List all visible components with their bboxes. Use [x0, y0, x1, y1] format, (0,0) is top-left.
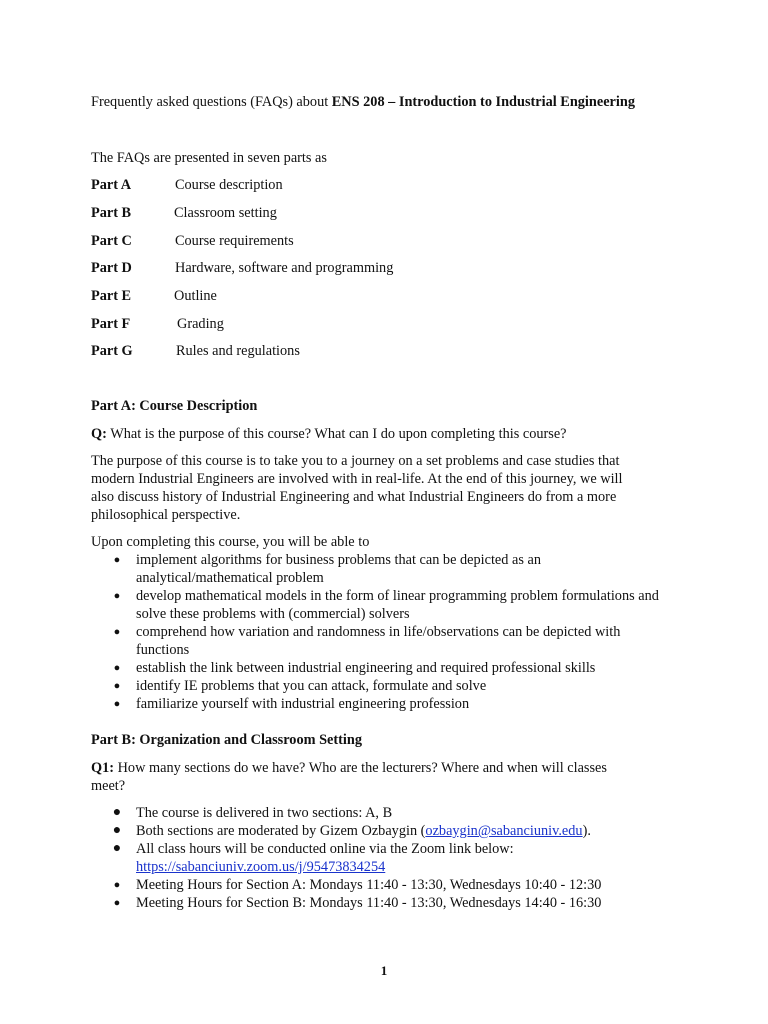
part-e-text: Outline [174, 288, 217, 304]
bullet-icon: ● [113, 626, 121, 638]
part-d-label: Part D [91, 260, 132, 276]
parts-intro: The FAQs are presented in seven parts as [91, 150, 327, 166]
part-a-question [91, 425, 567, 443]
list-item: ● All class hours will be conducted online via the Zoom link below: https://sabanciuniv.zoom.us/j/95473834254 [112, 841, 514, 875]
page-number: 1 [380, 963, 388, 978]
part-d-text: Hardware, software and programming [175, 260, 394, 276]
list-item: ● familiarize yourself with industrial engineering profession [111, 695, 671, 713]
sections-list [111, 804, 671, 912]
question-text: How many sections do we have? Who are the lecturers? Where and when will classes [114, 760, 607, 776]
email-link[interactable]: ozbaygin@sabanciuniv.edu [425, 823, 583, 839]
document-title [91, 93, 635, 111]
course-title: ENS 208 – Introduction to Industrial Engineering [331, 94, 635, 110]
question-label: Q: [91, 426, 107, 442]
part-f-text: Grading [177, 316, 224, 332]
question-label: Q1: [91, 760, 115, 776]
list-item: ● establish the link between industrial engineering and required professional skills [111, 659, 671, 677]
part-b-text: Classroom setting [174, 205, 277, 221]
part-b-heading: Part B: Organization and Classroom Setting [91, 732, 362, 748]
list-item: ● develop mathematical models in the form of linear programming problem formulations and solve these problems with (commercial) solvers [111, 587, 671, 623]
outcomes-list [111, 551, 671, 713]
part-a-label: Part A [91, 177, 132, 193]
zoom-link[interactable]: https://sabanciuniv.zoom.us/j/95473834254 [136, 859, 386, 875]
list-item: ● Both sections are moderated by Gizem Ozbaygin (ozbaygin@sabanciuniv.edu). [112, 823, 591, 839]
list-item: ● Meeting Hours for Section A: Mondays 11:40 - 13:30, Wednesdays 10:40 - 12:30 [111, 876, 671, 894]
paragraph-line: modern Industrial Engineers are involved with in real-life. At the end of this journey, we will [91, 471, 623, 487]
part-c-text: Course requirements [175, 233, 294, 249]
bullet-icon: ● [113, 897, 121, 909]
list-item: ● The course is delivered in two sections: A, B [112, 805, 393, 821]
bullet-icon: ● [112, 805, 122, 820]
bullet-icon: ● [113, 662, 121, 674]
part-a-text: Course description [175, 177, 283, 193]
part-g-text: Rules and regulations [176, 343, 300, 359]
bullet-icon: ● [112, 841, 122, 856]
upon-completing-text: Upon completing this course, you will be able to [91, 534, 370, 550]
list-item: ● identify IE problems that you can attack, formulate and solve [111, 677, 671, 695]
part-e-label: Part E [91, 288, 132, 304]
list-item: ● Meeting Hours for Section B: Mondays 11:40 - 13:30, Wednesdays 14:40 - 16:30 [111, 894, 671, 912]
part-f-label: Part F [91, 316, 131, 332]
part-g-label: Part G [91, 343, 133, 359]
bullet-icon: ● [113, 590, 121, 602]
paragraph-line: also discuss history of Industrial Engineering and what Industrial Engineers do from a more [91, 489, 617, 505]
bullet-icon: ● [113, 698, 121, 710]
list-item: ● implement algorithms for business problems that can be depicted as an analytical/mathematical problem [111, 551, 671, 587]
question-text-cont: meet? [91, 778, 126, 794]
list-item: ● comprehend how variation and randomness in life/observations can be depicted with functions [111, 623, 671, 659]
title-intro: Frequently asked questions (FAQs) about [91, 94, 332, 110]
part-a-heading: Part A: Course Description [91, 398, 258, 414]
part-a-paragraph [91, 452, 623, 524]
paragraph-line: philosophical perspective. [91, 507, 241, 523]
paragraph-line: The purpose of this course is to take you to a journey on a set problems and case studies that [91, 453, 620, 469]
bullet-icon: ● [113, 554, 121, 566]
question-text: What is the purpose of this course? What can I do upon completing this course? [106, 426, 567, 442]
part-b-label: Part B [91, 205, 132, 221]
part-b-question [91, 759, 607, 795]
bullet-icon: ● [112, 823, 122, 838]
bullet-icon: ● [113, 680, 121, 692]
part-c-label: Part C [91, 233, 132, 249]
bullet-icon: ● [113, 879, 121, 891]
